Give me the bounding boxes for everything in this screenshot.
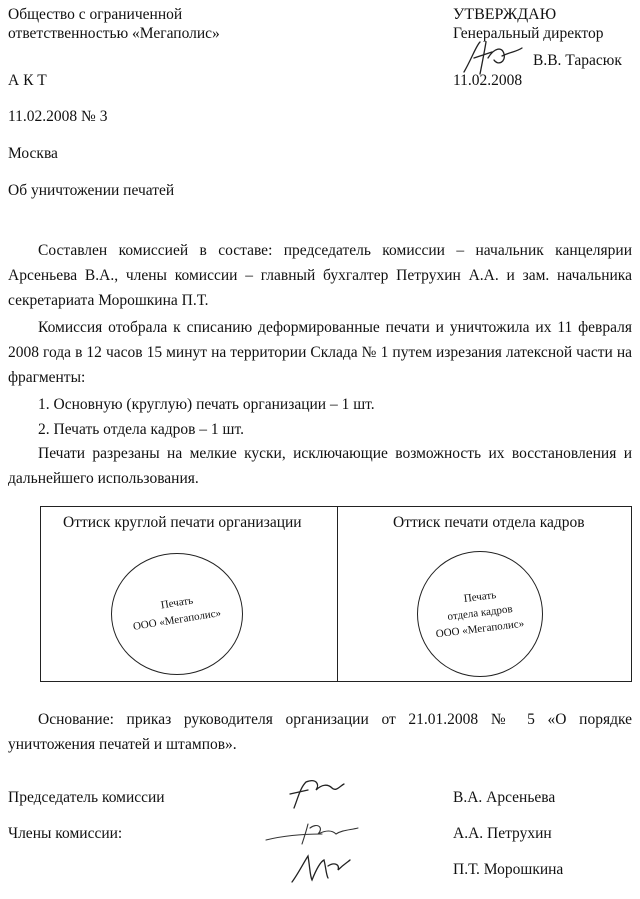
document-city: Москва: [8, 145, 58, 162]
member2-name: П.Т. Морошкина: [453, 861, 564, 878]
basis-paragraph: Основание: приказ руководителя организации от 21.01.2008 № 5 «О порядке уничтожения печатей и штампов».: [8, 711, 632, 753]
chair-name: В.А. Арсеньева: [453, 789, 556, 806]
director-name: В.В. Тарасюк: [533, 52, 622, 69]
chair-label: Председатель комиссии: [8, 789, 165, 806]
left-stamp-caption: Оттиск круглой печати организации: [63, 514, 302, 531]
seal2-line3: ООО «Мегаполис»: [435, 617, 525, 641]
hr-department-seal: [417, 551, 543, 677]
member1-signature: [262, 818, 372, 848]
chair-signature: [286, 776, 346, 812]
organization-name-line1: Общество с ограниченной: [8, 6, 183, 23]
composition-paragraph: Составлен комиссией в составе: председатель комиссии – начальник канцелярии Арсеньева В.А., члены комиссии – главный бухгалтер Петрухин А.А. и зам. начальника секретариата Морошкина П.Т.: [8, 242, 632, 309]
approve-date: 11.02.2008: [453, 72, 523, 89]
members-label: Члены комиссии:: [8, 825, 123, 842]
member1-name: А.А. Петрухин: [453, 825, 552, 842]
destruction-paragraph: Комиссия отобрала к списанию деформированные печати и уничтожила их 11 февраля 2008 года в 12 часов 15 минут на территории Склада № 1 путем изрезания латексной части на фрагменты:: [8, 319, 632, 386]
list-item-2: 2. Печать отдела кадров – 1 шт.: [38, 421, 244, 438]
list-item-1: 1. Основную (круглую) печать организации – 1 шт.: [38, 396, 375, 413]
right-stamp-caption: Оттиск печати отдела кадров: [393, 514, 585, 531]
seal1-line1: Печать: [159, 594, 194, 612]
director-signature: [458, 38, 528, 78]
organization-name-line2: ответственностью «Мегаполис»: [8, 25, 220, 42]
document-date-number: 11.02.2008 № 3: [8, 108, 108, 125]
director-title: Генеральный директор: [453, 25, 604, 42]
member2-signature: [288, 848, 352, 888]
result-paragraph: Печати разрезаны на мелкие куски, исключающие возможность их восстановления и дальнейшего использования.: [8, 445, 632, 487]
stamps-table: [40, 506, 632, 682]
approve-heading: УТВЕРЖДАЮ: [453, 6, 557, 23]
document-subject: Об уничтожении печатей: [8, 182, 175, 199]
seal2-line2: отдела кадров: [446, 603, 514, 623]
stamps-divider: [337, 507, 338, 681]
seal1-line2: ООО «Мегаполис»: [132, 607, 222, 633]
organization-seal: [111, 553, 243, 675]
document-type: А К Т: [8, 72, 47, 89]
seal2-line1: Печать: [463, 589, 497, 605]
